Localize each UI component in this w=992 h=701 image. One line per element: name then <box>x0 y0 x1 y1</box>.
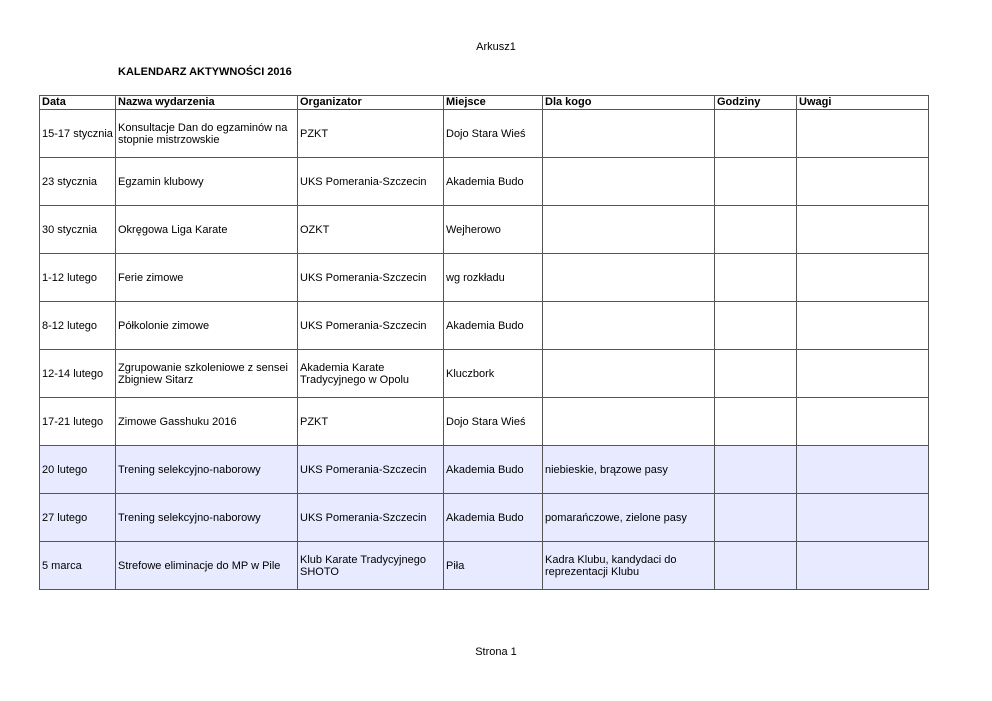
cell-date: 23 stycznia <box>40 158 116 206</box>
table-row <box>40 398 929 446</box>
cell-notes <box>797 206 929 254</box>
table-row <box>40 254 929 302</box>
cell-organizer: PZKT <box>298 110 444 158</box>
cell-hours <box>715 446 797 494</box>
column-header-nazwa: Nazwa wydarzenia <box>116 96 298 110</box>
cell-audience <box>543 158 715 206</box>
cell-audience: pomarańczowe, zielone pasy <box>543 494 715 542</box>
cell-notes <box>797 398 929 446</box>
column-header-dla-kogo: Dla kogo <box>543 96 715 110</box>
table-row <box>40 158 929 206</box>
page-title: KALENDARZ AKTYWNOŚCI 2016 <box>118 66 292 78</box>
cell-event-name: Okręgowa Liga Karate <box>116 206 298 254</box>
cell-location: Akademia Budo <box>444 302 543 350</box>
table-row <box>40 542 929 590</box>
table-row <box>40 110 929 158</box>
cell-location: Kluczbork <box>444 350 543 398</box>
column-header-miejsce: Miejsce <box>444 96 543 110</box>
table-row <box>40 302 929 350</box>
cell-location: Akademia Budo <box>444 158 543 206</box>
cell-audience <box>543 110 715 158</box>
cell-organizer: PZKT <box>298 398 444 446</box>
cell-audience: niebieskie, brązowe pasy <box>543 446 715 494</box>
cell-organizer: UKS Pomerania-Szczecin <box>298 446 444 494</box>
column-header-organizator: Organizator <box>298 96 444 110</box>
cell-hours <box>715 350 797 398</box>
cell-organizer: OZKT <box>298 206 444 254</box>
cell-organizer: UKS Pomerania-Szczecin <box>298 254 444 302</box>
cell-location: Wejherowo <box>444 206 543 254</box>
sheet-name-header: Arkusz1 <box>476 41 516 53</box>
cell-location: Piła <box>444 542 543 590</box>
cell-location: Akademia Budo <box>444 446 543 494</box>
table-header-row <box>40 96 929 110</box>
cell-event-name: Konsultacje Dan do egzaminów na stopnie mistrzowskie <box>116 110 298 158</box>
cell-event-name: Ferie zimowe <box>116 254 298 302</box>
cell-notes <box>797 494 929 542</box>
cell-event-name: Półkolonie zimowe <box>116 302 298 350</box>
cell-event-name: Zgrupowanie szkoleniowe z sensei Zbigniew Sitarz <box>116 350 298 398</box>
table-row <box>40 494 929 542</box>
cell-hours <box>715 398 797 446</box>
cell-hours <box>715 206 797 254</box>
cell-audience <box>543 302 715 350</box>
table-row <box>40 446 929 494</box>
cell-hours <box>715 254 797 302</box>
cell-organizer: Klub Karate Tradycyjnego SHOTO <box>298 542 444 590</box>
cell-hours <box>715 158 797 206</box>
cell-date: 17-21 lutego <box>40 398 116 446</box>
cell-event-name: Trening selekcyjno-naborowy <box>116 494 298 542</box>
cell-organizer: UKS Pomerania-Szczecin <box>298 494 444 542</box>
cell-notes <box>797 254 929 302</box>
cell-event-name: Zimowe Gasshuku 2016 <box>116 398 298 446</box>
cell-hours <box>715 494 797 542</box>
cell-date: 20 lutego <box>40 446 116 494</box>
activity-calendar-table <box>39 95 929 590</box>
table-row <box>40 350 929 398</box>
cell-audience <box>543 254 715 302</box>
cell-hours <box>715 542 797 590</box>
cell-date: 12-14 lutego <box>40 350 116 398</box>
cell-notes <box>797 446 929 494</box>
cell-location: Dojo Stara Wieś <box>444 110 543 158</box>
cell-event-name: Trening selekcyjno-naborowy <box>116 446 298 494</box>
cell-date: 5 marca <box>40 542 116 590</box>
cell-notes <box>797 302 929 350</box>
cell-event-name: Egzamin klubowy <box>116 158 298 206</box>
cell-audience <box>543 350 715 398</box>
cell-audience <box>543 206 715 254</box>
cell-notes <box>797 110 929 158</box>
cell-location: Dojo Stara Wieś <box>444 398 543 446</box>
cell-audience <box>543 398 715 446</box>
cell-notes <box>797 542 929 590</box>
cell-date: 30 stycznia <box>40 206 116 254</box>
cell-hours <box>715 302 797 350</box>
cell-notes <box>797 350 929 398</box>
cell-date: 1-12 lutego <box>40 254 116 302</box>
cell-location: wg rozkładu <box>444 254 543 302</box>
cell-date: 8-12 lutego <box>40 302 116 350</box>
column-header-godziny: Godziny <box>715 96 797 110</box>
cell-date: 15-17 stycznia <box>40 110 116 158</box>
page-number-footer: Strona 1 <box>475 646 517 658</box>
cell-organizer: Akademia Karate Tradycyjnego w Opolu <box>298 350 444 398</box>
cell-organizer: UKS Pomerania-Szczecin <box>298 158 444 206</box>
cell-audience: Kadra Klubu, kandydaci do reprezentacji Klubu <box>543 542 715 590</box>
column-header-data: Data <box>40 96 116 110</box>
column-header-uwagi: Uwagi <box>797 96 929 110</box>
table-row <box>40 206 929 254</box>
cell-organizer: UKS Pomerania-Szczecin <box>298 302 444 350</box>
cell-date: 27 lutego <box>40 494 116 542</box>
cell-notes <box>797 158 929 206</box>
cell-event-name: Strefowe eliminacje do MP w Pile <box>116 542 298 590</box>
cell-hours <box>715 110 797 158</box>
cell-location: Akademia Budo <box>444 494 543 542</box>
